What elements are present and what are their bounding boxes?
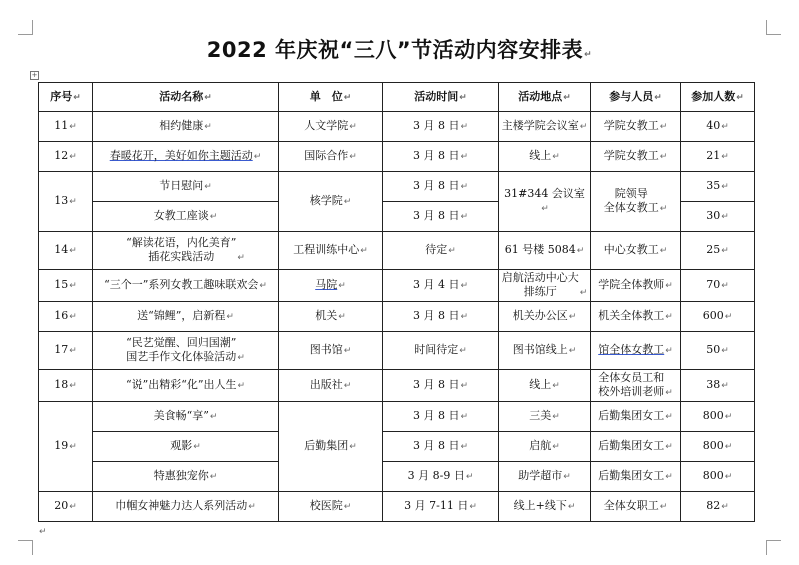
activity-name: 节日慰问↵ <box>93 172 279 202</box>
activity-name: “三个一”系列女教工趣味联欢会↵ <box>93 270 279 302</box>
table-row <box>39 462 755 492</box>
row-number: 14↵ <box>39 232 93 270</box>
activity-time: 3 月 8 日↵ <box>383 402 499 432</box>
participant-count: 40↵ <box>681 112 755 142</box>
header-cell-unit: 单 位↵ <box>279 83 383 112</box>
activity-name: 观影↵ <box>93 432 279 462</box>
activity-place: 主楼学院会议室↵ <box>499 112 591 142</box>
activity-name: 美食畅“享”↵ <box>93 402 279 432</box>
unit-name: 校医院↵ <box>279 492 383 522</box>
header-cell-place: 活动地点↵ <box>499 83 591 112</box>
table-row <box>39 402 755 432</box>
activity-place: 图书馆线上↵ <box>499 332 591 370</box>
document-title: 2022 年庆祝“三八”节活动内容安排表↵ <box>206 38 593 62</box>
header-cell-activity: 活动名称↵ <box>93 83 279 112</box>
table-row <box>39 270 755 302</box>
participant-count: 30↵ <box>681 202 755 232</box>
crop-mark-bottom-left <box>18 540 33 555</box>
participant-count: 25↵ <box>681 232 755 270</box>
header-cell-people: 参与人员↵ <box>591 83 681 112</box>
row-number: 13↵ <box>39 172 93 232</box>
participant-count: 600↵ <box>681 302 755 332</box>
activity-time: 3 月 8 日↵ <box>383 202 499 232</box>
activity-name: 春暖花开，美好如你主题活动↵ <box>93 142 279 172</box>
participant-count: 70↵ <box>681 270 755 302</box>
unit-name: 机关↵ <box>279 302 383 332</box>
crop-mark-bottom-right <box>766 540 781 555</box>
participant-count: 35↵ <box>681 172 755 202</box>
participant-count: 82↵ <box>681 492 755 522</box>
row-number: 17↵ <box>39 332 93 370</box>
activity-place: 启航↵ <box>499 432 591 462</box>
activity-name: 巾帼女神魅力达人系列活动↵ <box>93 492 279 522</box>
activity-place: 31#344 会议室↵ <box>499 172 591 232</box>
activity-name: 送“锦鲤”，启新程↵ <box>93 302 279 332</box>
activity-place: 线上↵ <box>499 370 591 402</box>
table-row <box>39 432 755 462</box>
participants: 全体女职工↵ <box>591 492 681 522</box>
row-number: 16↵ <box>39 302 93 332</box>
row-number: 20↵ <box>39 492 93 522</box>
activity-time: 时间待定↵ <box>383 332 499 370</box>
table-row <box>39 142 755 172</box>
activity-time: 3 月 8-9 日↵ <box>383 462 499 492</box>
participant-count: 21↵ <box>681 142 755 172</box>
paragraph-mark: ↵ <box>39 527 47 537</box>
activity-time: 3 月 8 日↵ <box>383 370 499 402</box>
participants: 机关全体教工↵ <box>591 302 681 332</box>
table-row <box>39 112 755 142</box>
participants: 中心女教工↵ <box>591 232 681 270</box>
header-row <box>39 83 755 112</box>
row-number: 19↵ <box>39 402 93 492</box>
header-cell-time: 活动时间↵ <box>383 83 499 112</box>
participant-count: 800↵ <box>681 432 755 462</box>
activity-name: 女教工座谈↵ <box>93 202 279 232</box>
activity-place: 助学超市↵ <box>499 462 591 492</box>
row-number: 12↵ <box>39 142 93 172</box>
participant-count: 800↵ <box>681 462 755 492</box>
table-row <box>39 492 755 522</box>
table-row <box>39 232 755 270</box>
table-move-handle-icon[interactable]: + <box>31 71 38 79</box>
participants: 馆全体女教工↵ <box>591 332 681 370</box>
participants: 后勤集团女工↵ <box>591 432 681 462</box>
table-row <box>39 370 755 402</box>
participants: 学院全体教师↵ <box>591 270 681 302</box>
unit-name: 图书馆↵ <box>279 332 383 370</box>
unit-name: 工程训练中心↵ <box>279 232 383 270</box>
header-cell-no: 序号↵ <box>39 83 93 112</box>
activity-place: 线上+线下↵ <box>499 492 591 522</box>
participants: 院领导 全体女教工↵ <box>591 172 681 232</box>
crop-mark-top-right <box>766 20 781 35</box>
activity-time: 3 月 7-11 日↵ <box>383 492 499 522</box>
participants: 学院女教工↵ <box>591 112 681 142</box>
crop-mark-top-left <box>18 20 33 35</box>
table-row <box>39 332 755 370</box>
participants: 学院女教工↵ <box>591 142 681 172</box>
activity-place: 线上↵ <box>499 142 591 172</box>
unit-name: 国际合作↵ <box>279 142 383 172</box>
activity-time: 待定↵ <box>383 232 499 270</box>
activity-place: 61 号楼 5084↵ <box>499 232 591 270</box>
activity-name: “说”出精彩“化”出人生↵ <box>93 370 279 402</box>
header-cell-count: 参加人数↵ <box>681 83 755 112</box>
table-row <box>39 302 755 332</box>
activity-time: 3 月 8 日↵ <box>383 302 499 332</box>
unit-name: 出版社↵ <box>279 370 383 402</box>
activity-name: “解读花语，内化美育” 插花实践活动 ↵ <box>93 232 279 270</box>
row-number: 11↵ <box>39 112 93 142</box>
unit-name: 人文学院↵ <box>279 112 383 142</box>
participants: 后勤集团女工↵ <box>591 462 681 492</box>
row-number: 18↵ <box>39 370 93 402</box>
activity-name: 相约健康↵ <box>93 112 279 142</box>
activity-time: 3 月 8 日↵ <box>383 432 499 462</box>
participant-count: 50↵ <box>681 332 755 370</box>
activity-place: 三美↵ <box>499 402 591 432</box>
activity-name: 特惠独宠你↵ <box>93 462 279 492</box>
participants: 后勤集团女工↵ <box>591 402 681 432</box>
activity-time: 3 月 8 日↵ <box>383 112 499 142</box>
unit-name: 核学院↵ <box>279 172 383 232</box>
activity-time: 3 月 8 日↵ <box>383 172 499 202</box>
unit-name: 后勤集团↵ <box>279 402 383 492</box>
table-row <box>39 172 755 202</box>
participant-count: 38↵ <box>681 370 755 402</box>
unit-name: 马院↵ <box>279 270 383 302</box>
activity-place: 启航活动中心大 排练厅 ↵ <box>499 270 591 302</box>
row-number: 15↵ <box>39 270 93 302</box>
activity-time: 3 月 4 日↵ <box>383 270 499 302</box>
participants: 全体女员工和 校外培训老师↵ <box>591 370 681 402</box>
participant-count: 800↵ <box>681 402 755 432</box>
activity-time: 3 月 8 日↵ <box>383 142 499 172</box>
schedule-table <box>38 82 755 522</box>
activity-place: 机关办公区↵ <box>499 302 591 332</box>
activity-name: “民艺觉醒、回归国潮” 国艺手作文化体验活动↵ <box>93 332 279 370</box>
